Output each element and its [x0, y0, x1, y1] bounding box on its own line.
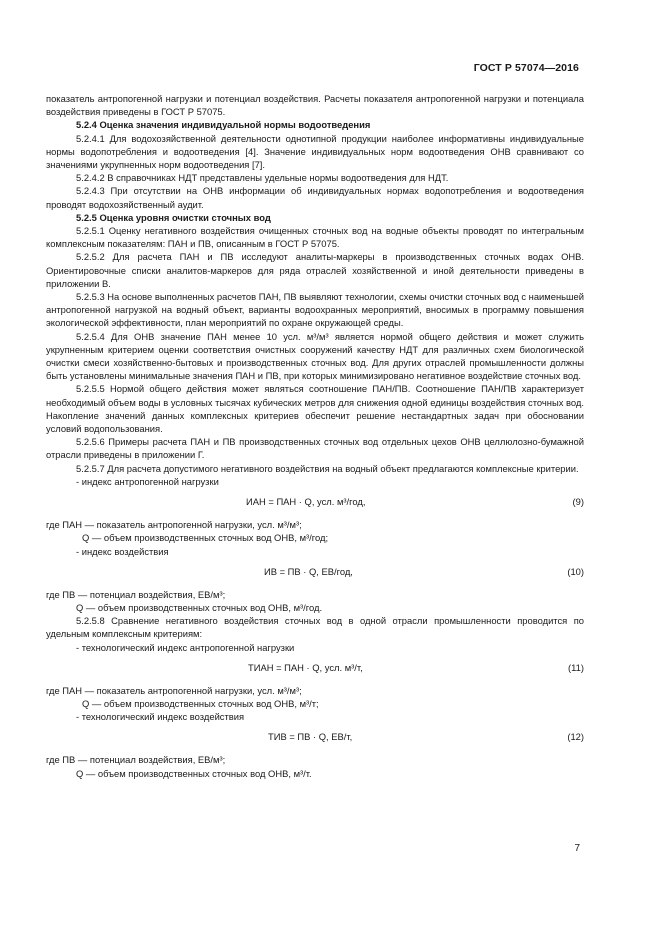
formula-text: ТИВ = ПВ · Q, ЕВ/т, — [268, 731, 353, 743]
list-item: - индекс антропогенной нагрузки — [76, 475, 219, 487]
paragraph: 5.2.5.7 Для расчета допустимого негативного воздействия на водный объект предлагаются комплексные критерии. — [76, 462, 579, 474]
formula-number: (12) — [567, 731, 584, 743]
paragraph: 5.2.4.1 Для водохозяйственной деятельности однотипной продукции наиболее информативны индивидуальные нормы водопотребления и водоотведения [4]. Значение индивидуальных норм водоотведения ОНВ сравнивают со значениями укрупненных норм водоотведения [7]. — [46, 132, 584, 171]
paragraph: 5.2.4.2 В справочниках НДТ представлены удельные нормы водоотведения для НДТ. — [76, 172, 449, 184]
formula-9 — [46, 495, 584, 509]
document-header: ГОСТ Р 57074—2016 — [473, 62, 579, 74]
list-item: - индекс воздействия — [76, 545, 169, 557]
formula-10 — [46, 565, 584, 579]
formula-text: ИАН = ПАН · Q, усл. м³/год, — [246, 496, 366, 508]
formula-legend: где ПВ — потенциал воздействия, ЕВ/м³; — [46, 588, 226, 600]
formula-number: (10) — [567, 565, 584, 577]
paragraph: 5.2.5.5 Нормой общего действия может являться соотношение ПАН/ПВ. Соотношение ПАН/ПВ характеризует необходимый объем воды в условных тысячах кубических метров для снижения одной единицы воздействия сточных вод. Накопление значений данных комплексных критериев обеспечит решение нестандартных задач при обосновании условий водопользования. — [46, 383, 584, 435]
section-heading: 5.2.4 Оценка значения индивидуальной нормы водоотведения — [76, 119, 371, 131]
formula-legend: где ПАН — показатель антропогенной нагрузки, усл. м³/м³; — [46, 684, 302, 696]
paragraph: 5.2.5.3 На основе выполненных расчетов ПАН, ПВ выявляют технологии, схемы очистки сточных вод с наименьшей антропогенной нагрузкой на водный объект, варианты водоохранных мероприятий, вносимых в программу повышения экологической эффективности, план мероприятий по охране окружающей среды. — [46, 291, 584, 329]
formula-legend: где ПАН — показатель антропогенной нагрузки, усл. м³/м³; — [46, 519, 302, 531]
list-item: - технологический индекс воздействия — [76, 711, 245, 723]
formula-12 — [46, 730, 584, 744]
paragraph: 5.2.5.2 Для расчета ПАН и ПВ исследуют аналиты-маркеры в производственных сточных водах ОНВ. Ориентировочные списки аналитов-маркеров для ряда отраслей хозяйственной и иной деятельности приведены в приложении В. — [46, 251, 584, 289]
paragraph: 5.2.4.3 При отсутствии на ОНВ информации об индивидуальных нормах водопотребления и водоотведения проводят водохозяйственный аудит. — [46, 185, 584, 210]
formula-11 — [46, 661, 584, 675]
paragraph: 5.2.5.6 Примеры расчета ПАН и ПВ производственных сточных вод отдельных цехов ОНВ целлюлозно-бумажной отрасли приведены в приложении Г. — [46, 436, 584, 461]
formula-text: ИВ = ПВ · Q, ЕВ/год, — [264, 565, 353, 577]
formula-legend: Q — объем производственных сточных вод ОНВ, м³/год; — [82, 532, 329, 544]
paragraph: 5.2.5.4 Для ОНВ значение ПАН менее 10 усл. м³/м³ является нормой общего действия и может служить укрупненным критерием оценки соответствия очистных сооружений качеству НДТ для различных схем биологической очистки смеси хозяйственно-бытовых и производственных сточных вод. Для других отраслей промышленности должны быть установлены минимальные значения ПАН и ПВ, при которых минимизировано негативное воздействие сточных вод. — [46, 330, 584, 382]
paragraph: 5.2.5.8 Сравнение негативного воздействия сточных вод в одной отрасли промышленности проводится по удельным комплексным критериям: — [46, 615, 584, 640]
paragraph: показатель антропогенной нагрузки и потенциал воздействия. Расчеты показателя антропогенной нагрузки и потенциала воздействия приведены в ГОСТ Р 57075. — [46, 93, 584, 118]
paragraph: 5.2.5.1 Оценку негативного воздействия очищенных сточных вод на водные объекты проводят по интегральным комплексным показателям: ПАН и ПВ, описанным в ГОСТ Р 57075. — [46, 225, 584, 250]
formula-legend: Q — объем производственных сточных вод ОНВ, м³/т. — [76, 767, 312, 779]
formula-number: (9) — [572, 496, 584, 508]
formula-legend: Q — объем производственных сточных вод ОНВ, м³/т; — [82, 697, 319, 709]
document-body — [46, 92, 584, 780]
formula-number: (11) — [568, 661, 584, 673]
formula-legend: Q — объем производственных сточных вод ОНВ, м³/год. — [76, 601, 323, 613]
page-number: 7 — [574, 843, 580, 854]
formula-text: ТИАН = ПАН · Q, усл. м³/т, — [248, 661, 363, 673]
list-item: - технологический индекс антропогенной нагрузки — [76, 641, 295, 653]
formula-legend: где ПВ — потенциал воздействия, ЕВ/м³; — [46, 754, 226, 766]
section-heading: 5.2.5 Оценка уровня очистки сточных вод — [76, 211, 271, 223]
